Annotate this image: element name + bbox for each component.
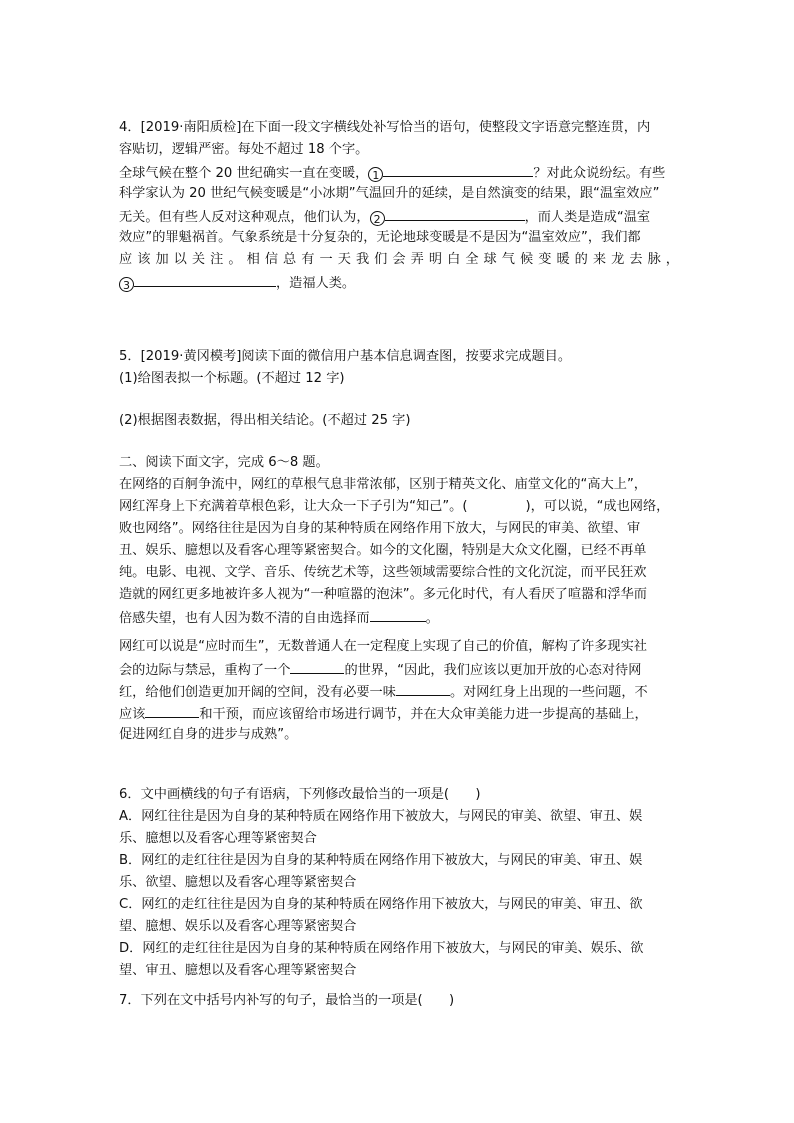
circled-number-1: 1 bbox=[368, 167, 383, 182]
q4-text: ？对此众说纷纭。有些 bbox=[533, 166, 666, 181]
passage-text: 会的边际与禁忌，重构了一个 bbox=[119, 663, 291, 678]
option-b[interactable]: B．网红的走红往往是因为自身的某种特质在网络作用下被放大，与网民的审美、审丑、娱 bbox=[119, 853, 643, 868]
answer-blank-3[interactable] bbox=[134, 271, 276, 287]
passage-blank[interactable] bbox=[396, 680, 450, 696]
passage-blank[interactable] bbox=[290, 658, 344, 674]
option-d-cont: 望、审丑、臆想以及看客心理等紧密契合 bbox=[119, 963, 357, 978]
q4-text: 无关。但有些人反对这种观点，他们认为， bbox=[119, 210, 370, 225]
q5-subquestion-1: (1)给图表拟一个标题。(不超过 12 字) bbox=[119, 371, 345, 386]
q4-text: ，而人类是造成“温室 bbox=[524, 210, 651, 225]
passage-line: 造就的网红更多地被许多人视为“一种喧嚣的泡沫”。多元化时代，有人看厌了喧嚣和浮华而 bbox=[119, 587, 647, 602]
reading-passage bbox=[119, 452, 679, 628]
question-6 bbox=[119, 784, 679, 982]
option-b-cont: 乐、欲望、臆想以及看客心理等紧密契合 bbox=[119, 875, 357, 890]
passage-line: 纯。电影、电视、文学、音乐、传统艺术等，这些领域需要综合性的文化沉淀，而平民狂欢 bbox=[119, 565, 647, 580]
passage-line bbox=[119, 680, 679, 702]
q4-text: ，造福人类。 bbox=[276, 276, 356, 291]
passage-text: 倍感失望，也有人因为数不清的自由选择而 bbox=[119, 611, 370, 626]
passage-text: 。对网红身上出现的一些问题，不 bbox=[449, 685, 648, 700]
q4-line-7: 应该加以关注。相信总有一天我们会弄明白全球气候变暖的来龙去脉， bbox=[119, 252, 679, 267]
option-d[interactable]: D．网红的走红往往是因为自身的某种特质在网络作用下被放大，与网民的审美、娱乐、欲 bbox=[119, 941, 644, 956]
passage-line bbox=[119, 658, 679, 680]
option-a-cont: 乐、臆想以及看客心理等紧密契合 bbox=[119, 831, 317, 846]
q6-stem: 6．文中画横线的句子有语病，下列修改最恰当的一项是( ) bbox=[119, 787, 481, 802]
passage-text: )，可以说，“成也网络， bbox=[525, 499, 670, 514]
passage-text: 应该 bbox=[119, 707, 146, 722]
circled-number-2: 2 bbox=[370, 211, 385, 226]
q4-line-6: 效应”的罪魁祸首。气象系统是十分复杂的，无论地球变暖是不是因为“温室效应”，我们都 bbox=[119, 230, 641, 245]
passage-text: 网红浑身上下充满着草根色彩，让大众一下子引为“知己”。( bbox=[119, 499, 468, 514]
passage-text: 的世界，“因此，我们应该以更加开放的心态对待网 bbox=[344, 663, 642, 678]
option-c-cont: 望、臆想、娱乐以及看客心理等紧密契合 bbox=[119, 919, 357, 934]
q7-stem: 7．下列在文中括号内补写的句子，最恰当的一项是( ) bbox=[119, 993, 455, 1008]
passage-line bbox=[119, 606, 679, 628]
q4-text: 全球气候在整个 20 世纪确实一直在变暖， bbox=[119, 166, 369, 181]
passage-line bbox=[119, 496, 679, 518]
passage-text: 。 bbox=[425, 611, 439, 626]
question-5-part-2 bbox=[119, 410, 679, 432]
question-7 bbox=[119, 990, 679, 1012]
passage-line: 促进网红自身的进步与成熟”。 bbox=[119, 727, 298, 742]
option-a[interactable]: A．网红往往是因为自身的某种特质在网络作用下被放大，与网民的审美、欲望、审丑、娱 bbox=[119, 809, 643, 824]
passage-line: 丑、娱乐、臆想以及看客心理等紧密契合。如今的文化圈，特别是大众文化圈，已经不再单 bbox=[119, 543, 647, 558]
passage-line: 在网络的百舸争流中，网红的草根气息非常浓郁，区别于精英文化、庙堂文化的“高大上”， bbox=[119, 477, 647, 492]
q4-line-5 bbox=[119, 205, 679, 227]
q4-line-4: 科学家认为 20 世纪气候变暖是“小冰期”气温回升的延续，是自然演变的结果，跟“温室效应” bbox=[119, 186, 660, 201]
q5-line-1: 5．[2019·黄冈模考]阅读下面的微信用户基本信息调查图，按要求完成题目。 bbox=[119, 349, 572, 364]
q4-line-1: 4．[2019·南阳质检]在下面一段文字横线处补写恰当的语句，使整段文字语意完整连贯，内 bbox=[119, 120, 651, 135]
passage-line: 败也网络”。网络往往是因为自身的某种特质在网络作用下放大，与网民的审美、欲望、审 bbox=[119, 521, 641, 536]
passage-blank[interactable] bbox=[145, 702, 199, 718]
answer-blank-1[interactable] bbox=[383, 161, 533, 177]
q5-subquestion-2: (2)根据图表数据，得出相关结论。(不超过 25 字) bbox=[119, 413, 411, 428]
passage-line: 网红可以说是“应时而生”，无数普通人在一定程度上实现了自己的价值，解构了许多现实社 bbox=[119, 639, 647, 654]
passage-blank[interactable] bbox=[370, 606, 426, 622]
q4-line-2: 容贴切，逻辑严密。每处不超过 18 个字。 bbox=[119, 142, 369, 157]
answer-blank-2[interactable] bbox=[385, 205, 525, 221]
circled-number-3: 3 bbox=[119, 277, 134, 292]
passage-text: 红，给他们创造更加开阔的空间，没有必要一味 bbox=[119, 685, 396, 700]
question-4 bbox=[119, 117, 679, 293]
passage-line bbox=[119, 702, 679, 724]
passage-text: 和干预，而应该留给市场进行调节，并在大众审美能力进一步提高的基础上， bbox=[199, 707, 648, 722]
q4-line-3 bbox=[119, 161, 679, 183]
q4-line-8 bbox=[119, 271, 679, 293]
question-5 bbox=[119, 346, 679, 390]
reading-passage-2 bbox=[119, 636, 679, 746]
section-heading: 二、阅读下面文字，完成 6～8 题。 bbox=[119, 455, 329, 470]
option-c[interactable]: C．网红的走红往往是因为自身的某种特质在网络作用下被放大，与网民的审美、审丑、欲 bbox=[119, 897, 643, 912]
